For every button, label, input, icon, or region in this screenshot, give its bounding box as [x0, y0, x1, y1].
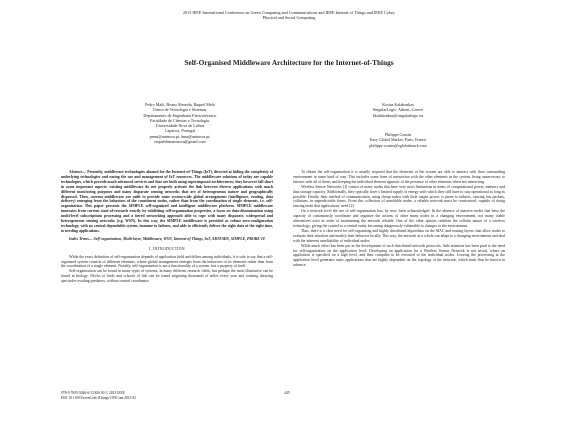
- abstract-label: Abstract: [69, 170, 83, 174]
- body-paragraph: On a network level the use of self-organization has, by now, been acknowledged. In the absence of massive nodes that have the capacity of continuously coordinate and organize the actions of other many nodes in a changing environment, not many viable alternatives exist in order of maintaining the network reliable. One of the other options redefine the cellular nature of a wireless technology, giving the control to a central entity becoming dangerously vulnerable to changes in the environment.: [293, 209, 505, 228]
- author-block-right: [298, 102, 498, 118]
- author-line: Faculdade de Ciências e Tecnologia,: [150, 117, 210, 123]
- author-line: philippe.cousin@eglobalmark.com: [369, 142, 427, 148]
- right-column: [293, 170, 505, 268]
- author-block-left: [80, 102, 280, 144]
- abstract-text: — Presently, middleware technologies abound for the Internet-of-Things (IoT), directed at hiding the complexity of underlying technologies and easing the use and management of IoT resources. The middleware solutions of today are capable technologies, which provide much advanced services and that are built using superimposed architectures; they however fall short in some important aspects: existing middleware do not properly activate the link between diverse applications with much different monitoring purposes and many disparate sensing networks that are of heterogeneous nature and geographically dispersed. Then, current middleware are unfit to provide some system-wide global arrangement (intelligence, routing, data delivery) emerging from the behaviors of the constituent nodes, rather than from the coordination of single elements, i.e. self-organization. This paper presents the SIMPLE self-organized and intelligent middleware platform. SIMPLE middleware innovates from current state-of-research exactly by exhibiting self-organization properties, a focus on data-dissemination using multi-level subscriptions processing and a tiered networking approach able to cope with many disparate, widespread and heterogeneous sensing networks (e.g. WSN). In this way, the SIMPLE middleware is provided as robust zero-configuration technology, with no central dependable system, immune to failures, and able to efficiently deliver the right data at the right time, to needing applications.: [61, 170, 273, 233]
- author-line: SingularLogic, Athens, Greece: [372, 107, 424, 113]
- conference-header-line: Physical and Social Computing: [262, 15, 316, 21]
- author-block-right-second: [298, 132, 498, 148]
- author-line: pmm@uninova.pt, bma@uninova.pt,: [149, 133, 211, 139]
- author-line: Easy Global Market, Paris, France: [369, 137, 427, 143]
- author-line: Philippe Cousin: [384, 132, 412, 137]
- copyright-footer: [61, 391, 361, 401]
- author-line: Caparica, Portugal: [164, 128, 196, 134]
- abstract: [61, 170, 273, 234]
- author-line: Departamento de Engenharia Electrotécnica,: [143, 112, 217, 118]
- conference-header: [60, 10, 518, 21]
- author-line: Universidade Nova de Lisboa: [155, 123, 205, 129]
- paper-title: Self-Organised Middleware Architecture for the Internet-of-Things: [184, 58, 394, 67]
- body-paragraph: While the exact definition of self-organization depends of application field and differs among individuals, it is safe to say that a self-organized system consists of different elements, whose global arrangement emerges from the behaviors of its elements rather than from the coordination of a single element. Notably, self-organization is not a functionality of a system, but a property of itself.: [61, 254, 273, 269]
- footer-line: 978-0-7695-5046-6/13 $26.00 © 2013 IEEE: [61, 391, 125, 395]
- author-line: kkalaboukas@singularlogic.eu: [372, 112, 424, 118]
- page-number: 445: [284, 391, 290, 395]
- author-line: Kostas Kalaboukas: [382, 102, 414, 107]
- left-column: [61, 170, 273, 284]
- conference-header-line: 2013 IEEE International Conference on Green Computing and Communications and IEEE Internet of Things and IEEE Cyber,: [182, 10, 396, 15]
- body-paragraph: Wireless Sensor Networks [1] consist of many nodes that have very strict limitations in terms of computational power, memory and data storage capacity. Additionally, they typically have a limited supply of energy with which they still have to stay operational as long as possible. Finally, their method of communication, using cheap radios with little output power, is prone to failures, causing lost packets, collisions, in unpredictable forms. From this collection of unreliable nodes, a reliable network must be constructed, capable of doing sensing tasks that applications' need [2].: [293, 184, 505, 209]
- author-line: Centro de Tecnologia e Sistemas,: [152, 107, 208, 113]
- author-line: raquelsbmuninova@gmail.com: [154, 139, 206, 145]
- body-paragraph: Thus, there is a clear need for self-organizing and highly distributed algorithms on the MAC and routing layers, that allow nodes to evaluate their situation and modify their behavior locally. This way, the network as a whole can adapt to a changing environment and deal with the inherent unreliability of individual nodes.: [293, 228, 505, 243]
- author-line: Pedro Maló, Bruno Almeida, Raquel Melo: [145, 102, 215, 107]
- body-paragraph: To obtain the self-organization it is usually required that the elements of the system are able to interact with their surrounding environment in some kind of way. This includes some form of interaction with the other elements in the system, being unnecessary to interact with all of them, and keeping the individual element agnostic of the presence of other elements when not interacting.: [293, 170, 505, 184]
- body-paragraph: Self-organization can be found in many types of systems, in many different research fields, but perhaps the most illustrative can be found in biology. Flocks of birds and schools of fish can be found migrating thousands of miles every year and creating dizzying spectacles evading predators, without central coordinator.: [61, 269, 273, 284]
- index-terms: Index Terms— Self-organisation, Multi-layer, Middleware, WSN, Internet of Things, IoT, ARTEMIS, SIMPLE, PROBE-IT.: [69, 236, 266, 241]
- footer-line: DOI 10.1109/GreenCom-iThings-CPSCom.2013.92: [61, 395, 136, 400]
- section-heading: I. INTRODUCTION: [149, 246, 185, 251]
- body-paragraph: While much effort has been put in the development of such distributed network protocols, little attention has been paid to the need for self-organization on the application level. Developing an application for a Wireless Sensor Network is not trivial, where an application is specified on a high level, and then compiled to be executed to the individual nodes. Leaving the processing at the application level generates static applications that are highly dependent on the topology of the network, which must thus be known in advance.: [293, 243, 505, 268]
